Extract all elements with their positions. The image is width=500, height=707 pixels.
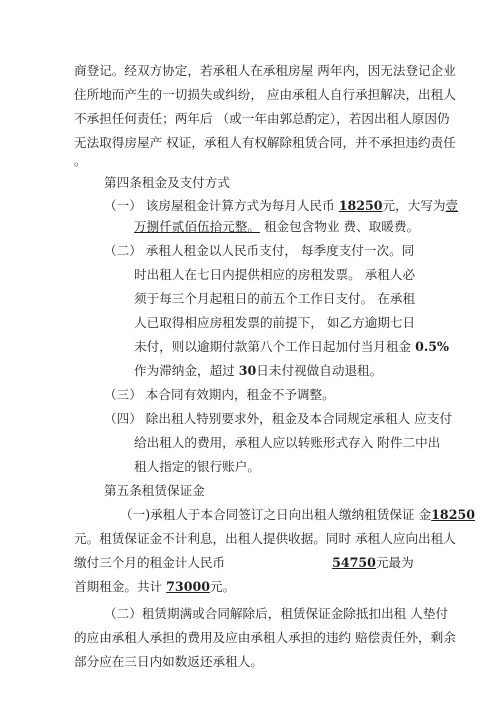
paragraph-line: 。 xyxy=(74,153,87,168)
paragraph-line: 商登记。经双方协定，若承租人在承租房屋 两年内，因无法登记企业 xyxy=(74,63,456,78)
clause-text: （一)承租人于本合同签订之日向出租人缴纳租赁保证 金 xyxy=(120,507,432,522)
clause-4-1-line xyxy=(134,218,419,236)
clause-4-2-line: （二） 承租人租金以人民币支付， 每季度支付一次。同 xyxy=(104,243,415,258)
total-amount: 73000 xyxy=(166,579,210,594)
clause-4-4-line: 给出租人的费用，承租人应以转账形式存入 附件二中出 xyxy=(134,435,441,450)
rent-amount-capital: 壹 xyxy=(445,198,459,213)
clause-5-1-line xyxy=(120,506,475,524)
clause-4-4-line: （四） 除出租人特别要求外，租金及本合同规定承租人 应支付 xyxy=(104,411,453,426)
clause-4-1-line xyxy=(104,197,458,215)
clause-5-1-line xyxy=(74,578,235,596)
clause-text: 元最为 xyxy=(375,555,414,570)
clause-5-1-line: 元。租赁保证金不计利息，出租人提供收据。同时 承租人应向出租人 xyxy=(74,531,456,546)
section-heading-article-4: 第四条租金及支付方式 xyxy=(104,175,230,190)
clause-text: 作为滞纳金，超过 xyxy=(134,363,239,378)
clause-5-2-line: 的应由承租人承担的费用及应由承租人承担的违约 赔偿责任外，剩余 xyxy=(74,630,456,645)
clause-4-2-line: 人已取得相应房租发票的前提下， 如乙方逾期七日 xyxy=(134,315,416,330)
overdue-days: 30 xyxy=(238,363,257,378)
clause-text: 未付，则以逾期付款第八个工作日起加付当月租金 xyxy=(134,339,416,354)
clause-4-2-line: 须于每三个月起租日的前五个工作日支付。 在承租 xyxy=(134,291,416,306)
clause-text: 租金包含物业 费、取暖费。 xyxy=(259,219,420,234)
clause-text: 首期租金。共计 xyxy=(74,579,167,594)
three-month-rent: 54750 xyxy=(332,555,376,570)
clause-5-1-line xyxy=(74,554,414,572)
clause-text: 日未付视做自动退租。 xyxy=(256,363,383,378)
rent-amount: 18250 xyxy=(338,198,383,213)
rent-amount-capital: 万捌仟贰佰伍拾元整。 xyxy=(134,219,260,234)
section-heading-article-5: 第五条租赁保证金 xyxy=(104,483,205,498)
clause-4-2-line: 时出租人在七日内提供相应的房租发票。 承租人必 xyxy=(134,267,416,282)
clause-4-4-line: 租人指定的银行账户。 xyxy=(134,459,260,474)
clause-text: 元，大写为 xyxy=(382,198,446,213)
deposit-amount: 18250 xyxy=(431,507,475,522)
paragraph-line: 不承担任何责任；两年后 （或一年由郭总酌定），若因出租人原因仍 xyxy=(74,111,450,126)
clause-4-2-line xyxy=(134,362,382,380)
clause-4-2-line xyxy=(134,338,449,356)
clause-text: 元。 xyxy=(210,579,236,594)
clause-5-2-line: （二）租赁期满或合同解除后，租赁保证金除抵扣出租 人垫付 xyxy=(104,606,449,621)
clause-5-2-line: 部分应在三日内如数返还承租人。 xyxy=(74,654,263,669)
clause-text: 缴付三个月的租金计人民币 xyxy=(74,555,226,570)
paragraph-line: 住所地而产生的一切损失或纠纷， 应由承租人自行承担解决，出租人 xyxy=(74,87,456,102)
paragraph-line: 无法取得房屋产 权证，承租人有权解除租赁合同，并不承担违约责任 xyxy=(74,135,456,150)
clause-text: （一） 该房屋租金计算方式为每月人民币 xyxy=(104,198,339,213)
clause-4-3-line: （三） 本合同有效期内，租金不予调整。 xyxy=(104,387,335,402)
late-fee-rate: 0.5% xyxy=(415,339,449,354)
